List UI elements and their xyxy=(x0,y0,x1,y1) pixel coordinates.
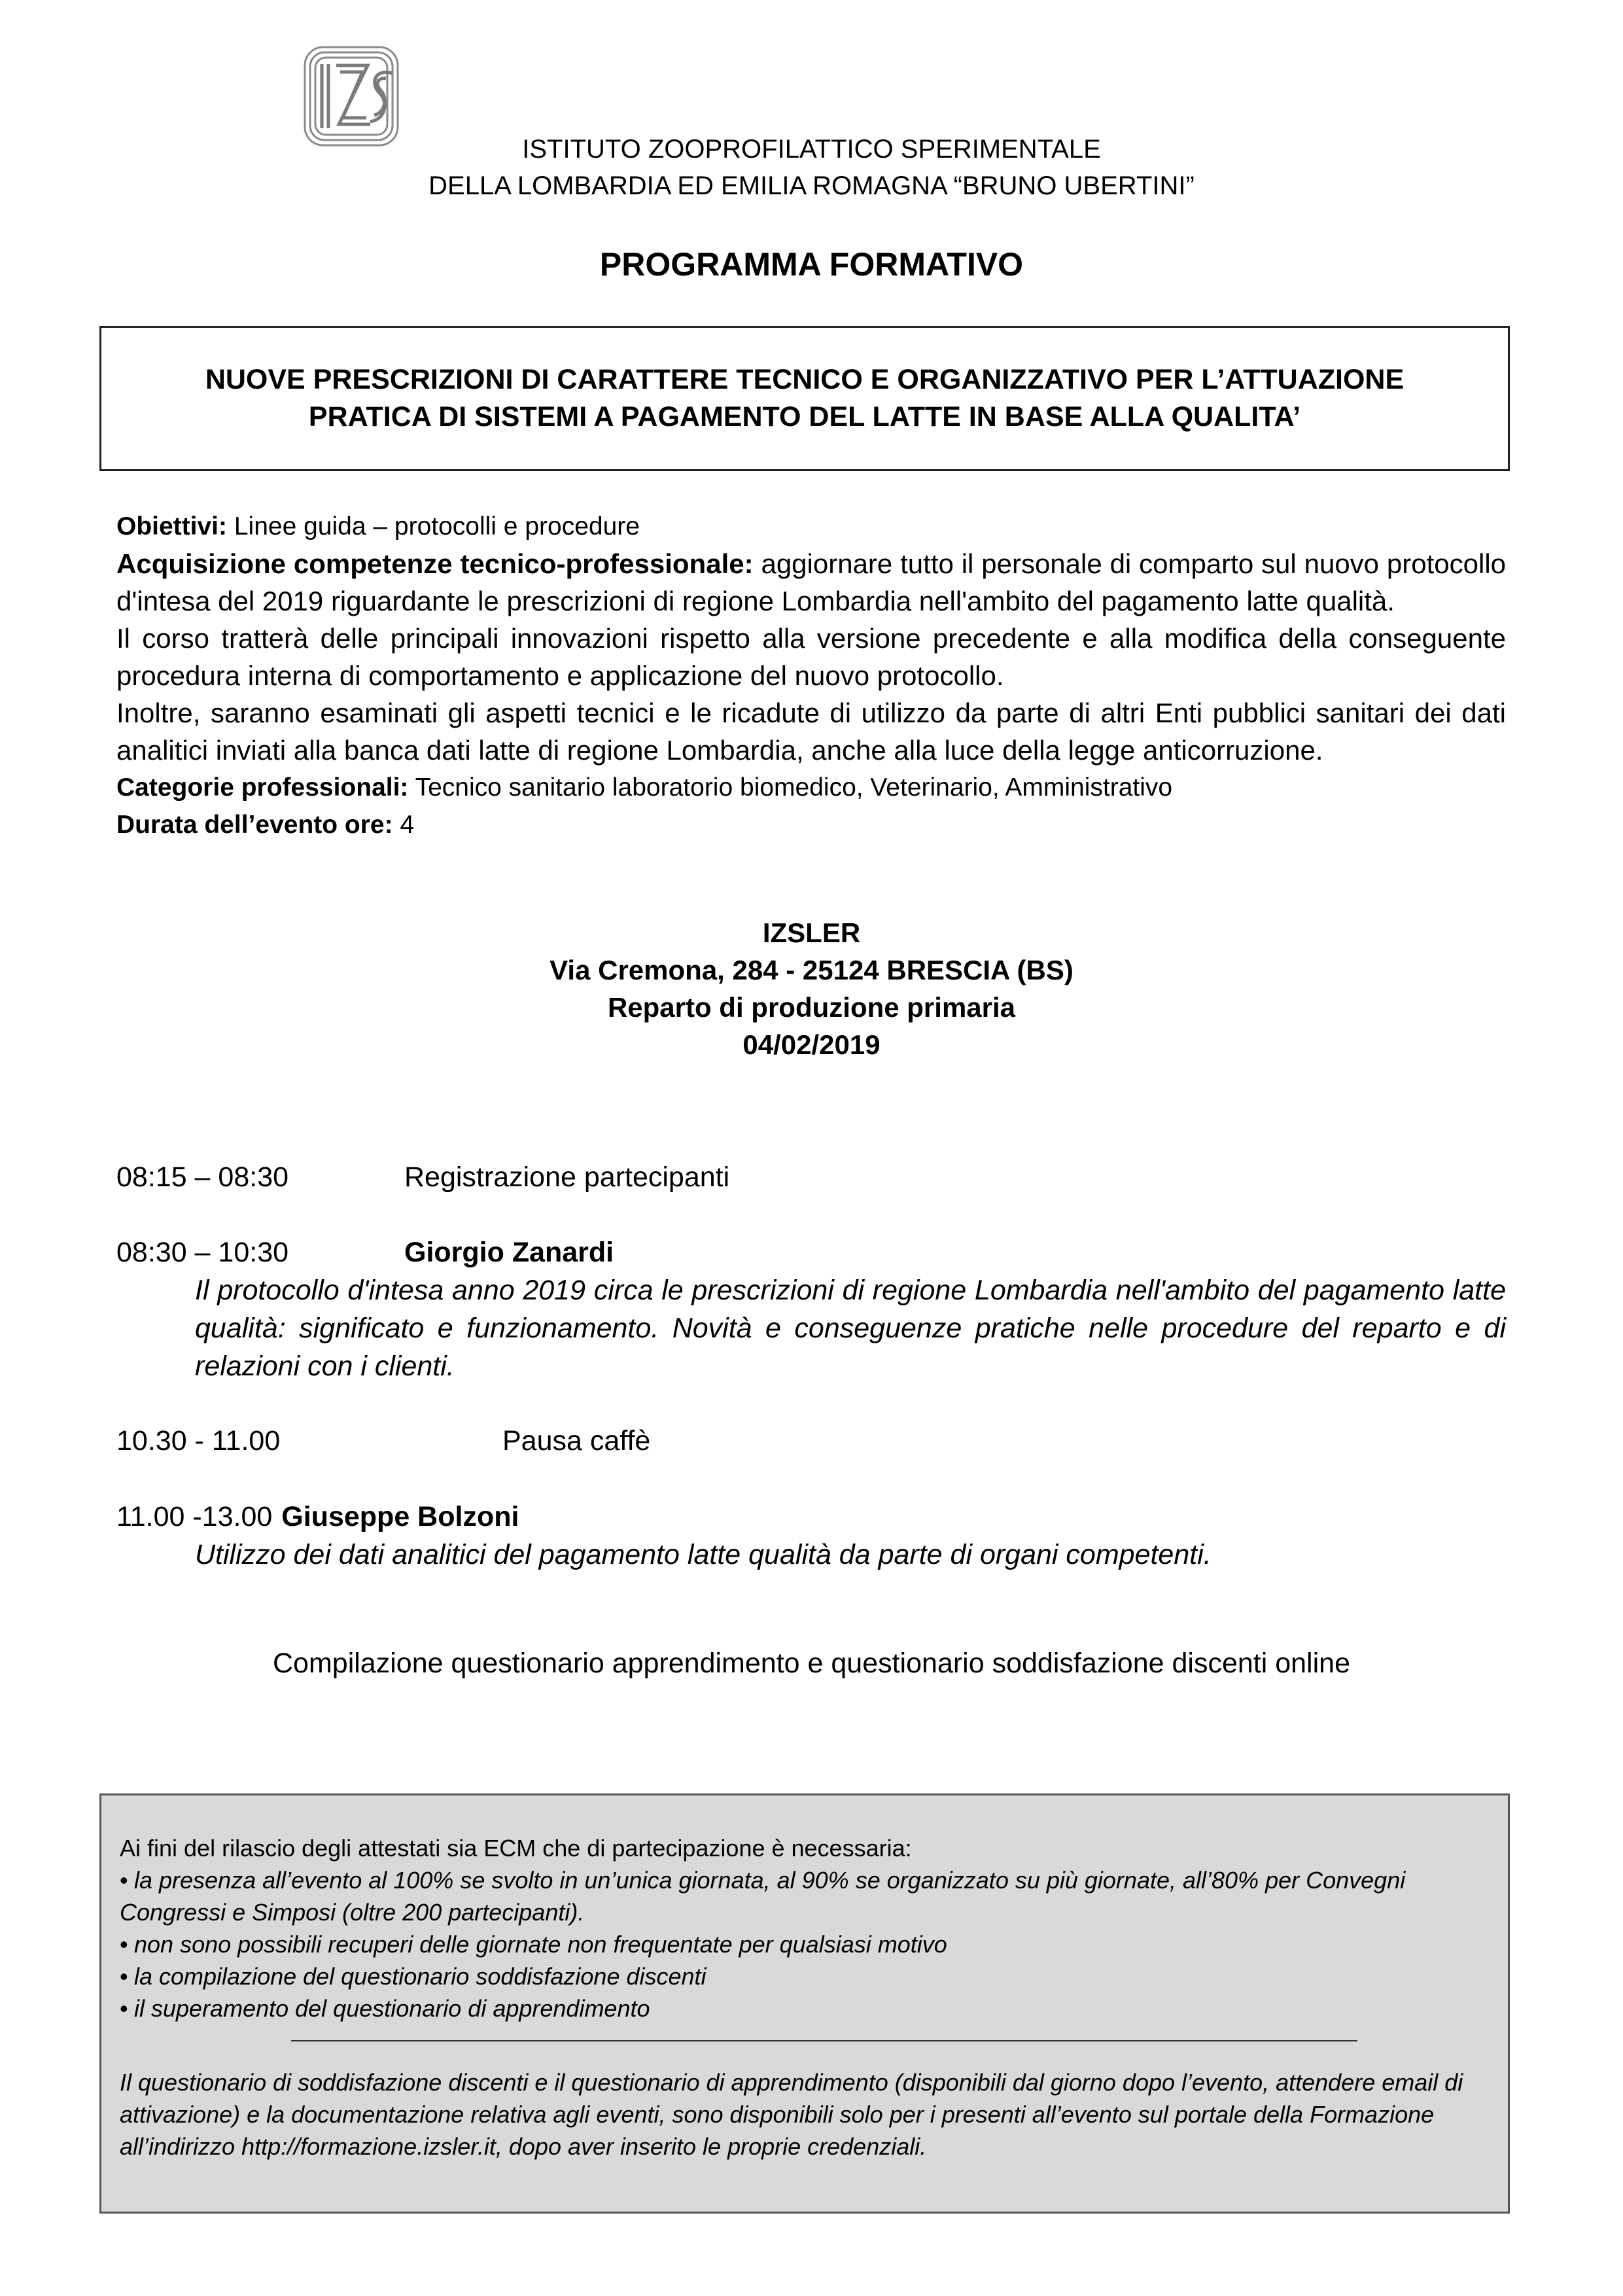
institute-name-line2: DELLA LOMBARDIA ED EMILIA ROMAGNA “BRUNO UBERTINI” xyxy=(428,171,1195,200)
location-address: Via Cremona, 284 - 25124 BRESCIA (BS) xyxy=(550,955,1073,985)
competence-label: Acquisizione competenze tecnico-professionale: xyxy=(116,548,754,579)
info-bullet: • non sono possibili recuperi delle giornate non frequentate per qualsiasi motivo xyxy=(120,1928,1490,1960)
bullet-icon: • xyxy=(120,1931,128,1958)
event-date: 04/02/2019 xyxy=(742,1029,881,1060)
course-title: NUOVE PRESCRIZIONI DI CARATTERE TECNICO E ORGANIZZATIVO PER L’ATTUAZIONE PRATICA DI SISTEMI A PAGAMENTO DEL LATTE IN BASE ALLA QUALITA’ xyxy=(205,364,1405,433)
info-bullet: • la compilazione del questionario soddisfazione discenti xyxy=(120,1960,1490,1992)
info-footer: Il questionario di soddisfazione discenti e il questionario di apprendimento (disponibili dal giorno dopo l’evento, attendere email di attivazione) e la documentazione relativa agli eventi, sono disponibili solo per i presenti all’evento sul portale della Formazione all’indirizzo http://formazione.izsler.it, dopo aver inserito le proprie credenziali. xyxy=(120,2069,1463,2160)
course-details xyxy=(116,508,1506,843)
agenda-title: Pausa caffè xyxy=(502,1425,651,1457)
bullet-icon: • xyxy=(120,1963,128,1990)
categories-line xyxy=(116,769,1506,806)
duration-value: 4 xyxy=(393,811,415,839)
agenda-item-zanardi xyxy=(116,1233,1506,1385)
agenda-item-registration xyxy=(116,1158,1506,1196)
institute-name-line1: ISTITUTO ZOOPROFILATTICO SPERIMENTALE xyxy=(522,135,1101,164)
divider xyxy=(291,2040,1357,2041)
agenda-time: 08:30 – 10:30 xyxy=(116,1237,289,1268)
info-bullet: • la presenza all’evento al 100% se svolto in un’unica giornata, al 90% se organizzato su più giornate, all’80% per Convegni Congressi e Simposi (oltre 200 partecipanti). xyxy=(120,1864,1490,1928)
location-department: Reparto di produzione primaria xyxy=(607,992,1016,1023)
description-paragraph-3: Inoltre, saranno esaminati gli aspetti tecnici e le ricadute di utilizzo da parte di altri Enti pubblici sanitari dei dati analitici inviati alla banca dati latte di regione Lombardia, anche alla luce della legge anticorruzione. xyxy=(116,698,1506,766)
bullet-icon: • xyxy=(120,1867,128,1894)
objectives-label: Obiettivi: xyxy=(116,512,228,540)
objectives-value: Linee guida – protocolli e procedure xyxy=(227,512,640,540)
competence-value: aggiornare tutto il personale di comparto sul nuovo protocollo d'intesa del 2019 riguardante le prescrizioni di regione Lombardia nell'ambito del pagamento latte qualità. xyxy=(116,548,1507,616)
agenda-item-bolzoni xyxy=(116,1498,1506,1574)
duration-label: Durata dell’evento ore: xyxy=(116,811,393,839)
agenda-speaker: Giorgio Zanardi xyxy=(404,1237,614,1268)
certificate-info-box xyxy=(99,1793,1510,2214)
program-title: PROGRAMMA FORMATIVO xyxy=(599,246,1024,283)
agenda-speaker: Giuseppe Bolzoni xyxy=(281,1501,519,1532)
questionnaire-note: Compilazione questionario apprendimento e questionario soddisfazione discenti online xyxy=(273,1648,1350,1679)
agenda-description: Il protocollo d'intesa anno 2019 circa le prescrizioni di regione Lombardia nell'ambito del pagamento latte qualità: significato e funzionamento. Novità e conseguenze pratiche nelle procedure del reparto e di relazioni con i clienti. xyxy=(195,1275,1506,1382)
location-name: IZSLER xyxy=(762,917,861,948)
duration-line xyxy=(116,806,1506,843)
agenda-item-coffee-break xyxy=(116,1422,1506,1460)
categories-value: Tecnico sanitario laboratorio biomedico, Veterinario, Amministrativo xyxy=(408,773,1173,802)
objectives-line xyxy=(116,508,1506,545)
agenda-description: Utilizzo dei dati analitici del pagamento latte qualità da parte di organi competenti. xyxy=(195,1539,1212,1570)
categories-label: Categorie professionali: xyxy=(116,773,409,802)
bullet-icon: • xyxy=(120,1995,128,2022)
agenda-time: 08:15 – 08:30 xyxy=(116,1161,289,1193)
agenda-time: 10.30 - 11.00 xyxy=(116,1425,281,1457)
course-title-box xyxy=(99,326,1510,471)
competence-paragraph xyxy=(116,545,1506,620)
info-bullet: • il superamento del questionario di apprendimento xyxy=(120,1992,1490,2024)
agenda-time: 11.00 -13.00 xyxy=(116,1501,273,1532)
info-intro: Ai fini del rilascio degli attestati sia ECM che di partecipazione è necessaria: xyxy=(120,1835,912,1862)
description-paragraph-2: Il corso tratterà delle principali innovazioni rispetto alla versione precedente e alla modifica della conseguente procedura interna di comportamento e applicazione del nuovo protocollo. xyxy=(116,623,1506,691)
agenda-title: Registrazione partecipanti xyxy=(404,1161,730,1193)
